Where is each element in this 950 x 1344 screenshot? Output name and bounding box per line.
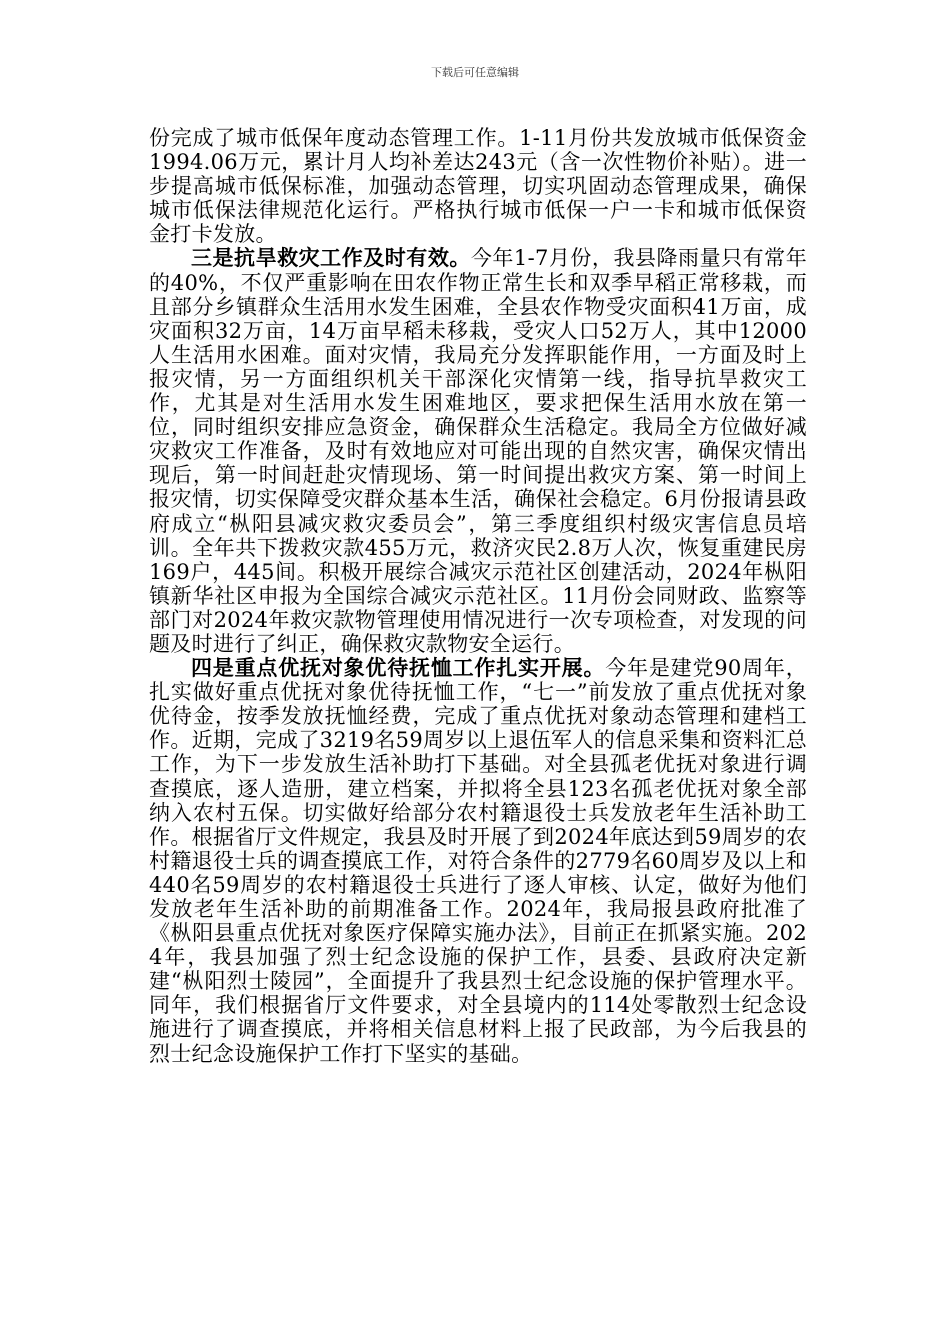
paragraph-drought-relief (149, 246, 807, 656)
paragraph-lead: 三是抗旱救灾工作及时有效。 (191, 245, 471, 271)
paragraph-text: 今年1-7月份，我县降雨量只有常年的40%，不仅严重影响在田农作物正常生长和双季早稻正常移栽，而且部分乡镇群众生活用水发生困难，全县农作物受灾面积41万亩，成灾面积32万亩，14万亩早稻未移栽，受灾人口52万人，其中12000人生活用水困难。面对灾情，我局充分发挥职能作用，一方面及时上报灾情，另一方面组织机关干部深化灾情第一线，指导抗旱救灾工作，尤其是对生活用水发生困难地区，要求把保生活用水放在第一位，同时组织安排应急资金，确保群众生活稳定。我局全方位做好减灾救灾工作准备，及时有效地应对可能出现的自然灾害，确保灾情出现后，第一时间赶赴灾情现场、第一时间提出救灾方案、第一时间上报灾情，切实保障受灾群众基本生活，确保社会稳定。6月份报请县政府成立“枞阳县减灾救灾委员会”，第三季度组织村级灾害信息员培训。全年共下拨救灾款455万元，救济灾民2.8万人次，恢复重建民房169户，445间。积极开展综合减灾示范社区创建活动，2024年枞阳镇新华社区申报为全国综合减灾示范社区。11月份会同财政、监察等部门对2024年救灾款物管理使用情况进行一次专项检查，对发现的问题及时进行了纠正，确保救灾款物安全运行。 (149, 246, 807, 656)
paragraph-text: 份完成了城市低保年度动态管理工作。1-11月份共发放城市低保资金1994.06万元，累计月人均补差达243元（含一次性物价补贴）。进一步提高城市低保标准，加强动态管理，切实巩固动态管理成果，确保城市低保法律规范化运行。严格执行城市低保一户一卡和城市低保资金打卡发放。 (149, 126, 807, 247)
document-body (149, 126, 807, 1066)
paragraph-text: 今年是建党90周年，扎实做好重点优抚对象优待抚恤工作，“七一”前发放了重点优抚对象优待金，按季发放抚恤经费，完成了重点优抚对象动态管理和建档工作。近期，完成了3219名59周岁以上退伍军人的信息采集和资料汇总工作，为下一步发放生活补助打下基础。对全县孤老优抚对象进行调查摸底，逐人造册，建立档案，并拟将全县123名孤老优抚对象全部纳入农村五保。切实做好给部分农村籍退役士兵发放老年生活补助工作。根据省厅文件规定，我县及时开展了到2024年底达到59周岁的农村籍退役士兵的调查摸底工作，对符合条件的2779名60周岁及以上和440名59周岁的农村籍退役士兵进行了逐人审核、认定，做好为他们发放老年生活补助的前期准备工作。2024年，我局报县政府批准了《枞阳县重点优抚对象医疗保障实施办法》，目前正在抓紧实施。2024年，我县加强了烈士纪念设施的保护工作，县委、县政府决定新建“枞阳烈士陵园”，全面提升了我县烈士纪念设施的保护管理水平。同年，我们根据省厅文件要求，对全县境内的114处零散烈士纪念设施进行了调查摸底，并将相关信息材料上报了民政部，为今后我县的烈士纪念设施保护工作打下坚实的基础。 (149, 656, 807, 1066)
paragraph-lead: 四是重点优抚对象优待抚恤工作扎实开展。 (191, 655, 606, 681)
paragraph-urban-subsistence (149, 126, 807, 246)
paragraph-veteran-care (149, 656, 807, 1066)
page-header: 下载后可任意编辑 (431, 66, 519, 79)
